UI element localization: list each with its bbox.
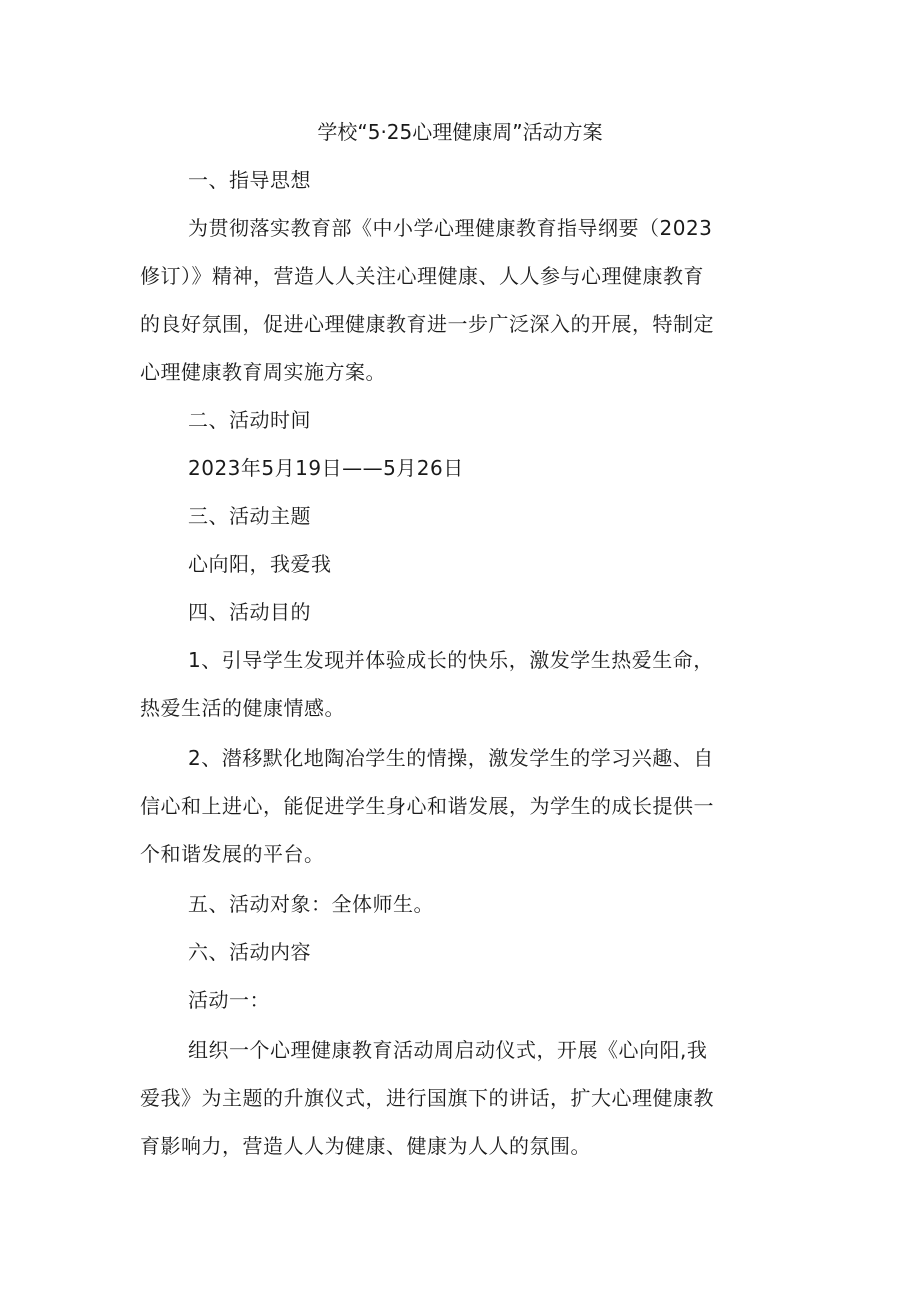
paragraph-line: 2、潜移默化地陶冶学生的情操，激发学生的学习兴趣、自	[188, 746, 714, 770]
section-heading-activity-target: 五、活动对象：全体师生。	[188, 892, 434, 916]
paragraph-line: 1、引导学生发现并体验成长的快乐，激发学生热爱生命，	[188, 648, 714, 672]
document-title: 学校“5·25心理健康周”活动方案	[317, 120, 603, 144]
activity-date-range: 2023年5月19日——5月26日	[188, 456, 464, 480]
section-heading-activity-purpose: 四、活动目的	[188, 600, 311, 624]
section-heading-activity-theme: 三、活动主题	[188, 504, 311, 528]
paragraph-line: 育影响力，营造人人为健康、健康为人人的氛围。	[140, 1134, 591, 1158]
paragraph-line: 爱我》为主题的升旗仪式，进行国旗下的讲话，扩大心理健康教	[140, 1086, 714, 1110]
activity-theme-text: 心向阳，我爱我	[188, 552, 332, 576]
paragraph-line: 热爱生活的健康情感。	[140, 696, 345, 720]
paragraph-line: 心理健康教育周实施方案。	[140, 360, 386, 384]
paragraph-line: 组织一个心理健康教育活动周启动仪式，开展《心向阳,我	[188, 1038, 708, 1062]
section-heading-activity-time: 二、活动时间	[188, 408, 311, 432]
paragraph-line: 修订）》精神，营造人人关注心理健康、人人参与心理健康教育	[140, 264, 704, 288]
section-heading-guiding-ideology: 一、指导思想	[188, 168, 311, 192]
section-heading-activity-content: 六、活动内容	[188, 940, 311, 964]
paragraph-line: 为贯彻落实教育部《中小学心理健康教育指导纲要（2023	[188, 216, 713, 240]
paragraph-line: 个和谐发展的平台。	[140, 842, 325, 866]
paragraph-line: 的良好氛围，促进心理健康教育进一步广泛深入的开展，特制定	[140, 312, 714, 336]
activity-one-label: 活动一：	[188, 988, 270, 1012]
paragraph-line: 信心和上进心，能促进学生身心和谐发展，为学生的成长提供一	[140, 794, 714, 818]
